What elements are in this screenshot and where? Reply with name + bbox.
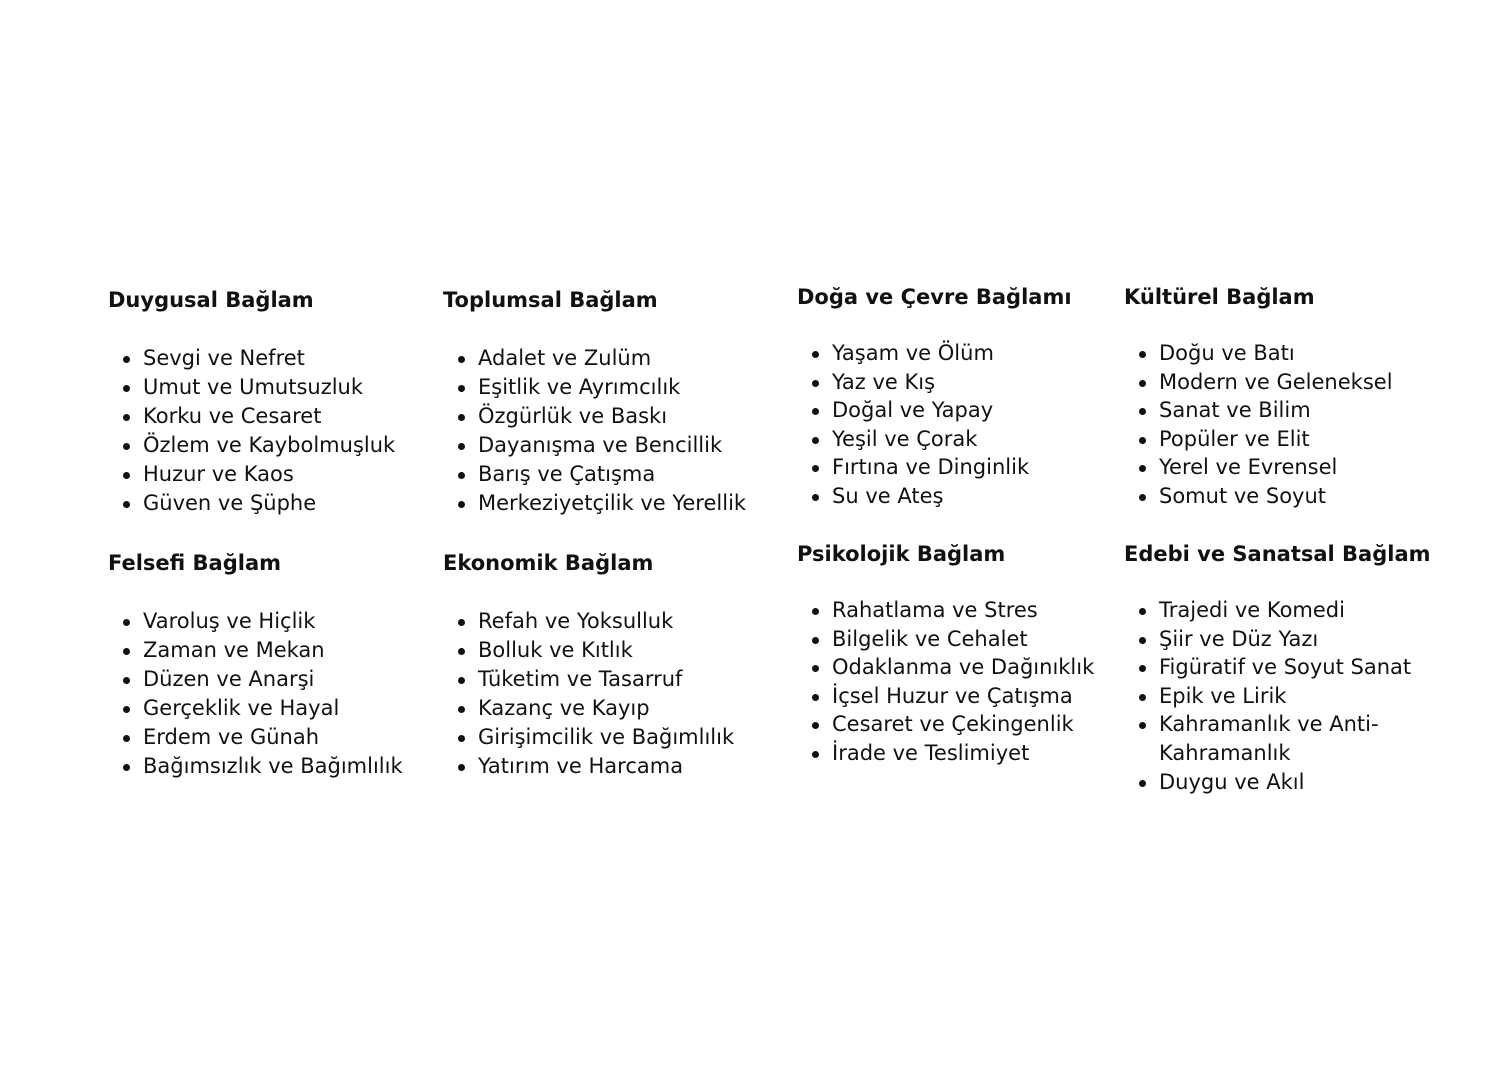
item-list [797,596,1094,768]
list-item [1124,453,1393,482]
item-list [108,344,395,518]
bullet-icon [123,443,130,450]
section-title: Doğa ve Çevre Bağlamı [797,285,1072,309]
bullet-icon [812,637,819,644]
list-item-text: İrade ve Teslimiyet [832,740,1030,765]
bullet-icon [458,501,465,508]
list-item [797,339,1072,368]
section-title: Psikolojik Bağlam [797,542,1006,566]
list-item-text: Umut ve Umutsuzluk [143,375,364,399]
list-item [443,431,746,460]
list-item [1124,596,1431,625]
list-item [1124,768,1431,797]
list-item-text: Odaklanma ve Dağınıklık [832,655,1095,680]
bullet-icon [123,648,130,655]
bullet-icon [458,648,465,655]
bullet-icon [812,694,819,701]
bullet-icon [812,408,819,415]
list-item-text: Eşitlik ve Ayrımcılık [478,375,681,399]
list-item [443,460,746,489]
list-item [108,402,395,431]
item-list [443,344,746,518]
list-item [797,482,1072,511]
list-item-text: Popüler ve Elit [1159,426,1310,451]
section-doga-cevre [797,284,1072,511]
list-item [108,431,395,460]
list-item [443,694,734,723]
bullet-icon [123,735,130,742]
list-item-text: Figüratif ve Soyut Sanat [1159,655,1412,680]
bullet-icon [1139,665,1146,672]
bullet-icon [458,706,465,713]
list-item [108,344,395,373]
list-item-text: Yaşam ve Ölüm [832,341,994,365]
list-item [108,636,403,665]
list-item-text: Barış ve Çatışma [478,462,656,486]
bullet-icon [812,608,819,615]
list-item [443,489,746,518]
bullet-icon [1139,351,1146,358]
list-item [1124,625,1431,654]
list-item [1124,682,1431,711]
section-title: Duygusal Bağlam [108,288,314,312]
section-toplumsal [443,287,746,518]
list-item-text: Rahatlama ve Stres [832,598,1038,622]
list-item [797,368,1072,397]
list-item [797,739,1094,768]
list-item-text: Gerçeklik ve Hayal [143,696,340,720]
bullet-icon [458,677,465,684]
item-list [797,339,1072,511]
item-list [1124,596,1431,796]
bullet-icon [458,443,465,450]
bullet-icon [123,356,130,363]
bullet-icon [1139,437,1146,444]
list-item-text: Su ve Ateş [832,483,944,508]
section-title: Edebi ve Sanatsal Bağlam [1124,542,1431,566]
list-item [108,752,403,781]
list-item [108,373,395,402]
list-item [443,752,734,781]
list-item [797,682,1094,711]
bullet-icon [123,385,130,392]
section-ekonomik [443,550,734,781]
list-item-text: Doğu ve Batı [1159,341,1295,365]
section-duygusal [108,287,395,518]
list-item [797,396,1072,425]
list-item [443,373,746,402]
list-item-text: Bilgelik ve Cehalet [832,626,1028,651]
section-title: Kültürel Bağlam [1124,285,1315,309]
bullet-icon [1139,694,1146,701]
bullet-icon [458,472,465,479]
list-item-text: Yeşil ve Çorak [832,426,978,451]
list-item-text: Tüketim ve Tasarruf [478,667,683,691]
item-list [443,607,734,781]
list-item [108,489,395,518]
bullet-icon [458,735,465,742]
list-item-text: Girişimcilik ve Bağımlılık [478,725,735,749]
list-item-text: Trajedi ve Komedi [1159,598,1345,622]
section-edebi-sanatsal [1124,541,1431,796]
list-item [1124,368,1393,397]
list-item [797,425,1072,454]
list-item-text: Duygu ve Akıl [1159,769,1305,794]
bullet-icon [123,501,130,508]
list-item-text: Refah ve Yoksulluk [478,609,674,633]
bullet-icon [812,465,819,472]
list-item-text: Epik ve Lirik [1159,683,1287,708]
bullet-icon [1139,465,1146,472]
bullet-icon [1139,380,1146,387]
item-list [108,607,403,781]
list-item-text: Korku ve Cesaret [143,404,322,428]
list-item [797,596,1094,625]
list-item-text: Bağımsızlık ve Bağımlılık [143,754,403,778]
section-title: Felsefi Bağlam [108,551,282,575]
bullet-icon [458,764,465,771]
list-item-text: Özgürlük ve Baskı [478,404,668,428]
bullet-icon [812,751,819,758]
list-item-text: Yerel ve Evrensel [1159,455,1338,480]
list-item-text: Güven ve Şüphe [143,491,317,515]
list-item-text: Bolluk ve Kıtlık [478,638,633,662]
list-item [1124,425,1393,454]
bullet-icon [123,619,130,626]
list-item [797,453,1072,482]
bullet-icon [458,385,465,392]
list-item [443,636,734,665]
list-item-text: Huzur ve Kaos [143,462,294,486]
list-item [1124,396,1393,425]
list-item [797,625,1094,654]
list-item-text: Sevgi ve Nefret [143,346,305,370]
section-title: Ekonomik Bağlam [443,551,654,575]
bullet-icon [458,414,465,421]
bullet-icon [812,722,819,729]
bullet-icon [812,494,819,501]
list-item [443,344,746,373]
list-item [108,607,403,636]
bullet-icon [458,619,465,626]
bullet-icon [1139,780,1146,787]
section-psikolojik [797,541,1094,768]
bullet-icon [1139,408,1146,415]
bullet-icon [812,380,819,387]
list-item [797,710,1094,739]
list-item [443,402,746,431]
list-item [443,607,734,636]
list-item-text: Somut ve Soyut [1159,483,1327,508]
list-item-text: Zaman ve Mekan [143,638,325,662]
list-item-text: Modern ve Geleneksel [1159,369,1393,394]
bullet-icon [1139,722,1146,729]
list-item-text: Yatırım ve Harcama [478,754,684,778]
list-item [108,460,395,489]
list-item-text: Varoluş ve Hiçlik [143,609,316,633]
list-item-text: Merkeziyetçilik ve Yerellik [478,491,747,515]
list-item [108,723,403,752]
bullet-icon [123,677,130,684]
list-item-text: Fırtına ve Dinginlik [832,455,1030,480]
bullet-icon [123,764,130,771]
bullet-icon [123,414,130,421]
bullet-icon [812,665,819,672]
list-item-text: Sanat ve Bilim [1159,398,1311,423]
bullet-icon [1139,637,1146,644]
list-item-text: Erdem ve Günah [143,725,320,749]
list-item-text: Şiir ve Düz Yazı [1159,626,1319,651]
list-item-text: Kahramanlık ve Anti-Kahramanlık [1159,712,1379,765]
list-item-text: Cesaret ve Çekingenlik [832,712,1074,737]
section-title: Toplumsal Bağlam [443,288,658,312]
bullet-icon [812,437,819,444]
list-item [108,694,403,723]
bullet-icon [1139,494,1146,501]
list-item [443,665,734,694]
bullet-icon [458,356,465,363]
list-item [797,653,1094,682]
list-item [1124,710,1431,767]
bullet-icon [812,351,819,358]
list-item [1124,482,1393,511]
list-item [1124,653,1431,682]
list-item [108,665,403,694]
section-felsefi [108,550,403,781]
item-list [1124,339,1393,511]
list-item-text: Doğal ve Yapay [832,398,994,423]
bullet-icon [1139,608,1146,615]
bullet-icon [123,472,130,479]
list-item-text: İçsel Huzur ve Çatışma [832,683,1073,708]
list-item-text: Yaz ve Kış [832,369,936,394]
list-item [1124,339,1393,368]
bullet-icon [123,706,130,713]
section-kulturel [1124,284,1393,511]
list-item-text: Özlem ve Kaybolmuşluk [143,433,396,457]
list-item-text: Dayanışma ve Bencillik [478,433,723,457]
list-item-text: Adalet ve Zulüm [478,346,652,370]
list-item-text: Düzen ve Anarşi [143,667,315,691]
list-item [443,723,734,752]
list-item-text: Kazanç ve Kayıp [478,696,650,720]
